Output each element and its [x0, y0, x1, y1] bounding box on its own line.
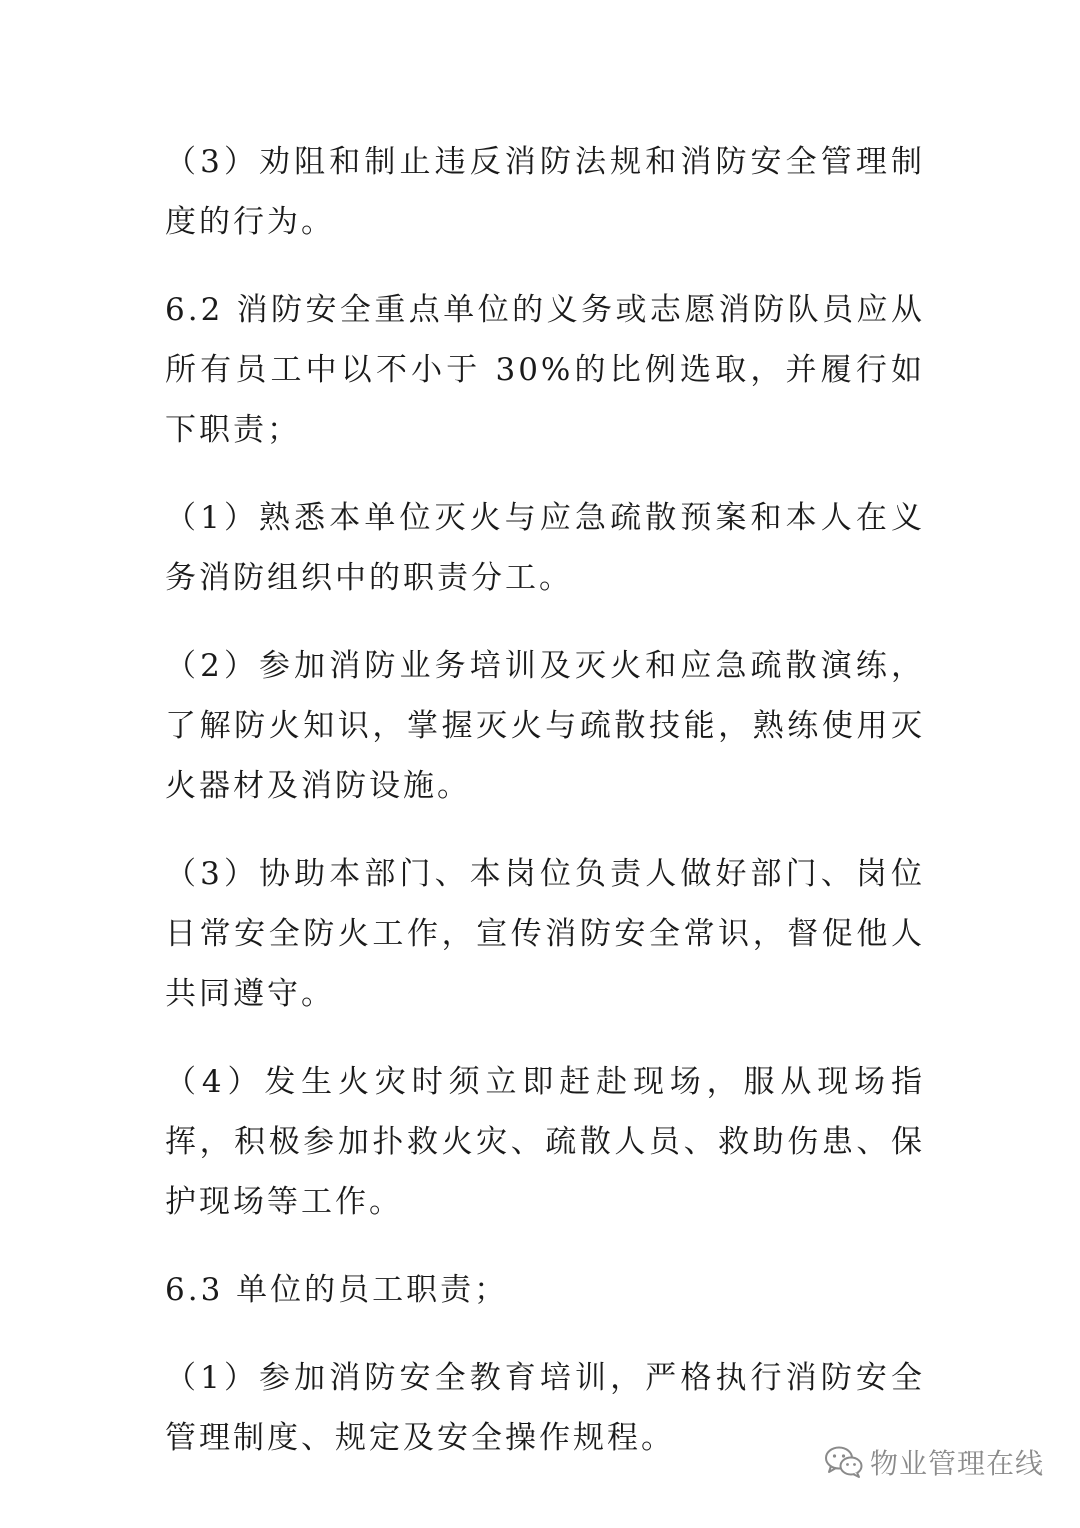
watermark-text: 物业管理在线	[869, 1447, 1044, 1480]
wechat-icon	[824, 1445, 864, 1479]
section-6-3-heading: 6.3 单位的员工职责；	[165, 1272, 509, 1308]
watermark	[824, 1442, 1044, 1482]
paragraph-item-2-training: （2）参加消防业务培训及灭火和应急疏散演练，了解防火知识，掌握灭火与疏散技能，熟练使用灭火器材及消防设施。	[165, 648, 925, 804]
paragraph-item-1-familiarize: （1）熟悉本单位灭火与应急疏散预案和本人在义务消防组织中的职责分工。	[165, 500, 925, 596]
paragraph-item-1-education: （1）参加消防安全教育培训，严格执行消防安全管理制度、规定及安全操作规程。	[165, 1360, 925, 1456]
paragraph-item-3-dissuade: （3）劝阻和制止违反消防法规和消防安全管理制度的行为。	[165, 144, 925, 240]
paragraph-item-4-fire-response: （4）发生火灾时须立即赶赴现场，服从现场指挥，积极参加扑救火灾、疏散人员、救助伤患、保护现场等工作。	[165, 1064, 925, 1220]
section-6-2-heading: 6.2 消防安全重点单位的义务或志愿消防队员应从所有员工中以不小于 30%的比例选取，并履行如下职责；	[165, 292, 925, 448]
document-body	[165, 132, 925, 1496]
paragraph-item-3-assist: （3）协助本部门、本岗位负责人做好部门、岗位日常安全防火工作，宣传消防安全常识，督促他人共同遵守。	[165, 856, 925, 1012]
